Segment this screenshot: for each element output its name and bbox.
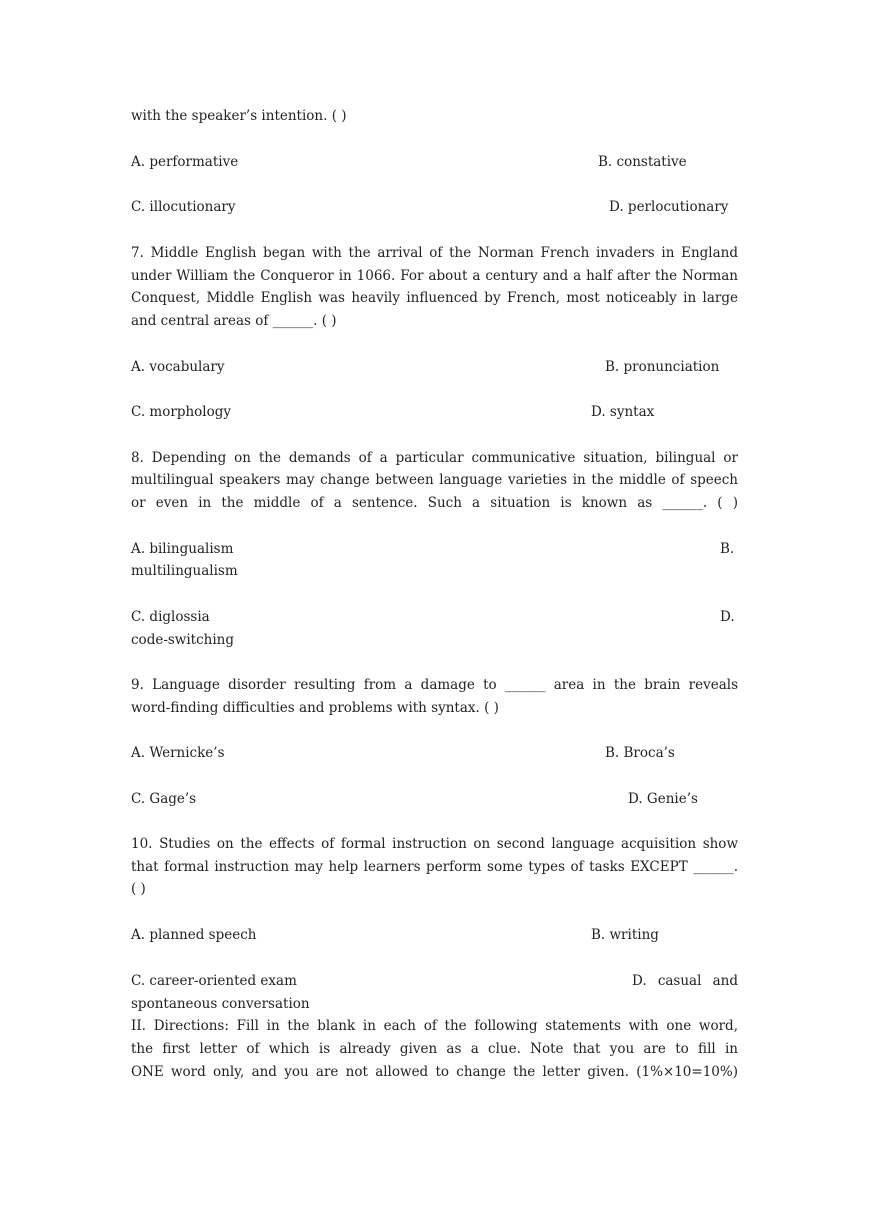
q7-option-a: A. vocabulary (131, 359, 225, 375)
q10-line-2: that formal instruction may help learners perform some types of tasks EXCEPT ______. (131, 859, 738, 875)
q10-option-a: A. planned speech (131, 927, 257, 943)
q10-line-1: 10. Studies on the effects of formal instruction on second language acquisition show (131, 836, 738, 852)
q7-line-4: and central areas of ______. ( ) (131, 313, 337, 329)
q10-option-c: C. career-oriented exam (131, 973, 297, 989)
q10-line-3: ( ) (131, 881, 146, 897)
q9-option-b: B. Broca’s (605, 745, 675, 761)
section2-line-1: II. Directions: Fill in the blank in each of the following statements with one word, (131, 1018, 738, 1034)
q6-option-d: D. perlocutionary (609, 199, 729, 215)
q8-option-d-text: code-switching (131, 632, 235, 648)
q8-line-2: multilingual speakers may change between language varieties in the middle of speech (131, 472, 738, 488)
q8-option-a: A. bilingualism (131, 541, 234, 557)
q8-line-3: or even in the middle of a sentence. Such a situation is known as ______. ( ) (131, 495, 738, 511)
q10-option-b: B. writing (591, 927, 659, 943)
section2-line-2: the first letter of which is already given as a clue. Note that you are to fill in (131, 1041, 738, 1057)
q7-line-3: Conquest, Middle English was heavily influenced by French, most noticeably in large (131, 290, 738, 306)
q7-option-c: C. morphology (131, 404, 231, 420)
q9-line-1: 9. Language disorder resulting from a damage to ______ area in the brain reveals (131, 677, 738, 693)
q8-option-b-text: multilingualism (131, 563, 238, 579)
q9-line-2: word-finding difficulties and problems with syntax. ( ) (131, 700, 499, 716)
q9-option-c: C. Gage’s (131, 791, 197, 807)
q6-stem-tail: with the speaker’s intention. ( ) (131, 108, 347, 124)
q7-line-1: 7. Middle English began with the arrival of the Norman French invaders in England (131, 245, 738, 261)
q10-option-d-line-1: D. casual and (632, 973, 738, 989)
section2-line-3: ONE word only, and you are not allowed to change the letter given. (1%×10=10%) (131, 1064, 738, 1080)
q8-option-c: C. diglossia (131, 609, 210, 625)
q7-line-2: under William the Conqueror in 1066. For about a century and a half after the Norman (131, 268, 738, 284)
q9-option-a: A. Wernicke’s (131, 745, 225, 761)
q8-option-b-letter: B. (720, 541, 735, 557)
q6-option-c: C. illocutionary (131, 199, 236, 215)
q9-option-d: D. Genie’s (628, 791, 698, 807)
q6-option-b: B. constative (598, 154, 687, 170)
q8-line-1: 8. Depending on the demands of a particular communicative situation, bilingual or (131, 450, 738, 466)
q7-option-b: B. pronunciation (605, 359, 720, 375)
q6-option-a: A. performative (131, 154, 239, 170)
q8-option-d-letter: D. (720, 609, 735, 625)
q10-option-d-line-2: spontaneous conversation (131, 996, 310, 1012)
q7-option-d: D. syntax (591, 404, 655, 420)
